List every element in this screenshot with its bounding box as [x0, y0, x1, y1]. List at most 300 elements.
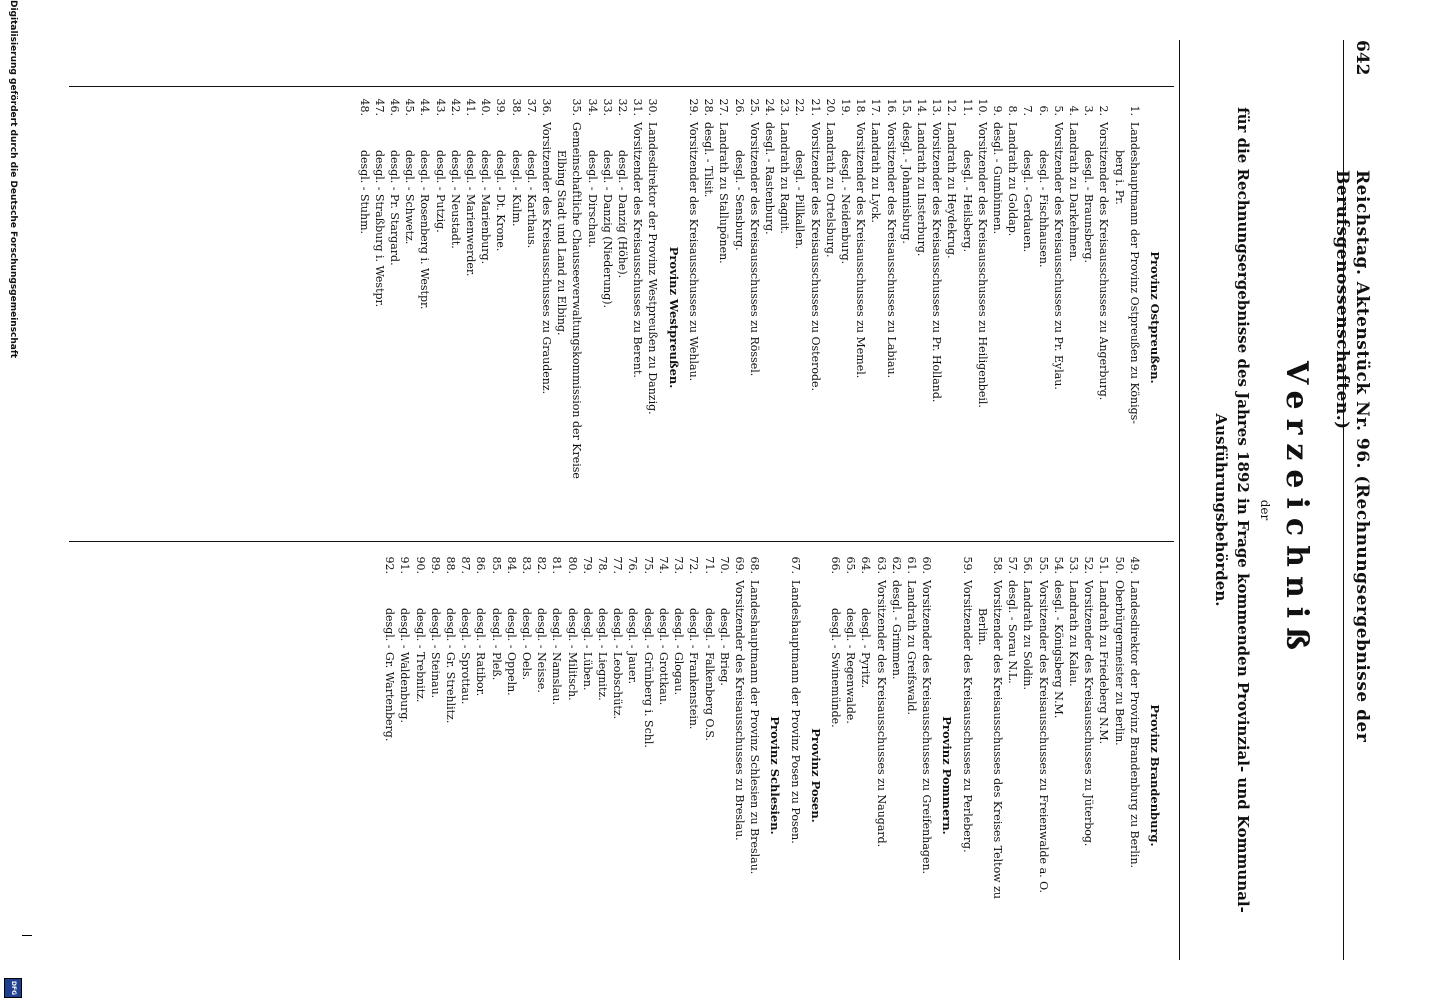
- list-item: [356, 90, 371, 545]
- list-item: [600, 90, 615, 545]
- list-item: [843, 548, 858, 1003]
- list-item: [610, 548, 625, 1003]
- entry-text: desgl. - Pillkallen.: [793, 150, 807, 250]
- list-item: [883, 90, 898, 545]
- entry-text: desgl. - Fischhausen.: [1036, 150, 1050, 268]
- list-item: [686, 548, 701, 1003]
- entry-text: Vorsitzender des Kreisausschusses zu Memel.: [854, 122, 868, 379]
- list-item: [645, 90, 660, 545]
- entry-number: 63.: [874, 556, 888, 574]
- entry-number: 49.: [1127, 556, 1141, 574]
- list-item: [493, 90, 508, 545]
- entry-text: Landrath zu Ortelsburg.: [823, 122, 837, 258]
- entry-number: 30.: [646, 98, 660, 116]
- entry-text: Vorsitzender des Kreisausschusses des Kreises Teltow zu: [990, 580, 1004, 899]
- list-item: [959, 90, 974, 545]
- entry-text: berg i. Pr.: [1112, 150, 1126, 205]
- entry-number: 31.: [631, 98, 645, 116]
- entry-number: 42.: [448, 98, 462, 116]
- entry-text: Vorsitzender des Kreisausschusses zu Freienwalde a. O.: [1036, 580, 1050, 893]
- entry-number: 59.: [960, 556, 974, 574]
- entry-number: 2.: [1097, 105, 1111, 116]
- entry-number: 67.: [788, 556, 802, 574]
- entry-number: 17.: [869, 98, 883, 116]
- list-item: [914, 90, 929, 545]
- entry-text: Vorsitzender des Kreisausschusses zu Osterode.: [808, 122, 822, 392]
- list-item: [731, 90, 746, 545]
- list-item: [1096, 90, 1111, 545]
- entry-number: 44.: [418, 98, 432, 116]
- entry-number: 62.: [889, 556, 903, 574]
- entry-text: desgl. - Jauer.: [626, 608, 640, 685]
- entry-number: 32.: [616, 98, 630, 116]
- entry-text: desgl. - Militsch.: [565, 608, 579, 701]
- entry-text: Landrath zu Insterburg.: [914, 122, 928, 257]
- entry-text: Landeshauptmann der Provinz Posen zu Posen.: [788, 580, 802, 844]
- running-head-text: Reichstag. Aktenstück Nr. 96. (Rechnungsergebnisse der Berufsgenossenschaften.): [1332, 170, 1372, 743]
- entry-text: desgl. - Namslau.: [550, 608, 564, 705]
- list-item: [1051, 90, 1066, 545]
- left-margin-rule: [69, 86, 1174, 87]
- list-item: [716, 90, 731, 545]
- province-heading: Provinz Brandenburg.: [1148, 704, 1162, 847]
- list-item: [889, 548, 904, 1003]
- entry-number: 10.: [975, 98, 989, 116]
- entry-text: desgl. - Neidenburg.: [838, 150, 852, 265]
- entry-number: 55.: [1036, 556, 1050, 574]
- page-title: Verzeichniß: [1279, 360, 1314, 659]
- list-item: [473, 548, 488, 1003]
- entry-number: 36.: [540, 98, 554, 116]
- province-heading: Provinz Schlesien.: [768, 716, 783, 835]
- entry-text: Vorsitzender des Kreisausschusses zu Jüterbog.: [1082, 580, 1096, 847]
- entry-number: 70.: [717, 556, 731, 574]
- province-heading: Provinz Westpreußen.: [666, 246, 681, 389]
- right-column: [382, 548, 1167, 1003]
- entry-text: desgl. - Regenwalde.: [844, 608, 858, 724]
- list-item: [397, 548, 412, 1003]
- entry-number: 45.: [403, 98, 417, 116]
- list-item: [428, 548, 443, 1003]
- list-item: [656, 548, 671, 1003]
- entry-text: desgl. - Marienwerder.: [464, 150, 478, 277]
- entry-text: desgl. - Pyritz.: [859, 608, 873, 689]
- entry-number: 60.: [920, 556, 934, 574]
- list-item: [402, 90, 417, 545]
- list-item: [671, 548, 686, 1003]
- list-item: [417, 90, 432, 545]
- entry-text: Landrath zu Greifswald.: [904, 580, 918, 716]
- entry-text: desgl. - Liegnitz.: [596, 608, 610, 701]
- entry-number: 3.: [1082, 105, 1096, 116]
- entry-text: desgl. - Falkenberg O.S.: [702, 608, 716, 742]
- list-item: [1127, 90, 1142, 545]
- entry-text: Landrath zu Heydekrug.: [945, 122, 959, 259]
- entry-text: desgl. - Grimmen.: [889, 580, 903, 680]
- entry-number: 74.: [656, 556, 670, 574]
- entry-text: desgl. - Pleß.: [489, 608, 503, 681]
- entry-text: desgl. - Neustadt.: [448, 150, 462, 249]
- entry-text: desgl. - Leobschütz.: [611, 608, 625, 720]
- list-item: [717, 548, 732, 1003]
- entry-text: desgl. - Danzig (Niederung).: [600, 150, 614, 309]
- title-description: für die Rechnungsergebnisse des Jahres 1892 in Frage kommenden Provinzial- und Kommunal-Ausführungsbehörden.: [1212, 107, 1252, 913]
- entry-number: 8.: [1006, 105, 1020, 116]
- entry-text: Vorsitzender des Kreisausschusses zu Heiligenbeil.: [975, 122, 989, 408]
- entry-number: 80.: [565, 556, 579, 574]
- list-item: [549, 548, 564, 1003]
- entry-text: Landrath zu Lyck.: [869, 122, 883, 223]
- list-item: [1111, 548, 1126, 1003]
- list-item: [807, 90, 822, 545]
- list-item: [539, 90, 554, 545]
- entry-number: 5.: [1051, 105, 1065, 116]
- list-item: [508, 90, 523, 545]
- entry-number: 46.: [388, 98, 402, 116]
- entry-text: desgl. - Sorau N.L.: [1006, 580, 1020, 684]
- header-rule: [1343, 40, 1344, 960]
- entry-number: [1111, 90, 1126, 122]
- list-item: [747, 548, 762, 1003]
- list-item: [625, 548, 640, 1003]
- entry-number: 13.: [930, 98, 944, 116]
- entry-text: Gemeinschaftliche Chausseeverwaltungskommission der Kreise: [570, 122, 584, 479]
- list-item: [504, 548, 519, 1003]
- entry-text: desgl. - Glogau.: [672, 608, 686, 696]
- list-item: [448, 90, 463, 545]
- entry-number: 22.: [793, 98, 807, 116]
- entry-text: Vorsitzender des Kreisausschusses zu Angerburg.: [1097, 122, 1111, 401]
- entry-text: desgl. - Putzig.: [433, 150, 447, 233]
- entry-text: desgl. - Karthaus.: [524, 150, 538, 249]
- entry-number: 11.: [960, 98, 974, 116]
- list-item: [858, 548, 873, 1003]
- entry-text: desgl. - Königsberg N.M.: [1051, 580, 1065, 719]
- entry-text: Elbing Stadt und Land zu Elbing.: [555, 150, 569, 336]
- entry-text: desgl. - Oppeln.: [504, 608, 518, 696]
- list-item: [432, 90, 447, 545]
- list-item: [1066, 90, 1081, 545]
- entry-number: 48.: [357, 98, 371, 116]
- list-item: [868, 90, 883, 545]
- footer-credit: Digitalisierung gefördert durch die Deutsche Forschungsgemeinschaft: [8, 0, 18, 359]
- entry-number: 4.: [1066, 105, 1080, 116]
- entry-text: desgl. - Braunsberg.: [1082, 150, 1096, 264]
- entry-number: [975, 548, 990, 580]
- entry-number: 83.: [520, 556, 534, 574]
- entry-text: desgl. - Trebnitz.: [413, 608, 427, 703]
- entry-number: 52.: [1082, 556, 1096, 574]
- entry-number: 71.: [702, 556, 716, 574]
- entry-text: desgl. - Johannisburg.: [899, 122, 913, 244]
- entry-number: 20.: [823, 98, 837, 116]
- entry-text: desgl. - Sensburg.: [732, 150, 746, 251]
- list-item: [975, 548, 990, 1003]
- list-item: [1066, 548, 1081, 1003]
- entry-text: desgl. - Pr. Stargard.: [388, 150, 402, 266]
- list-item: [792, 90, 807, 545]
- list-item: [372, 90, 387, 545]
- entry-text: Landrath zu Darkehmen.: [1066, 122, 1080, 262]
- entry-number: 78.: [596, 556, 610, 574]
- list-item: [990, 90, 1005, 545]
- list-item: [534, 548, 549, 1003]
- entry-text: desgl. - Brieg.: [717, 608, 731, 686]
- entry-text: desgl. - Dt. Krone.: [494, 150, 508, 252]
- entry-number: 51.: [1097, 556, 1111, 574]
- entry-text: desgl. - Rosenberg i. Westpr.: [418, 150, 432, 310]
- list-item: [975, 90, 990, 545]
- entry-number: [554, 90, 569, 122]
- entry-number: 7.: [1021, 105, 1035, 116]
- entry-number: 64.: [859, 556, 873, 574]
- entry-text: desgl. - Gerdauen.: [1021, 150, 1035, 253]
- list-item: [787, 548, 802, 1003]
- list-item: [828, 548, 843, 1003]
- list-item: [1035, 90, 1050, 545]
- entry-number: 72.: [687, 556, 701, 574]
- entry-number: 27.: [717, 98, 731, 116]
- entry-text: desgl. - Dirschau.: [585, 150, 599, 248]
- entry-text: desgl. - Straßburg i. Westpr.: [372, 150, 386, 308]
- entry-text: desgl. - Steinau.: [428, 608, 442, 699]
- entry-text: desgl. - Kulm.: [509, 150, 523, 227]
- entry-text: Landeshauptmann der Provinz Schlesien zu Breslau.: [748, 580, 762, 875]
- province-heading: Provinz Pommern.: [940, 716, 955, 835]
- list-item: [564, 548, 579, 1003]
- list-item: [904, 548, 919, 1003]
- entry-number: 54.: [1051, 556, 1065, 574]
- entry-text: desgl. - Danzig (Höhe).: [616, 150, 630, 279]
- entry-text: desgl. - Rastenburg.: [762, 122, 776, 235]
- entry-text: Vorsitzender des Kreisausschusses zu Berent.: [631, 122, 645, 378]
- list-item: [630, 90, 645, 545]
- list-item: [929, 90, 944, 545]
- list-item: [1127, 548, 1142, 1003]
- list-item: [747, 90, 762, 545]
- list-item: [777, 90, 792, 545]
- entry-number: 66.: [828, 556, 842, 574]
- entry-number: 28.: [702, 98, 716, 116]
- entry-number: 23.: [778, 98, 792, 116]
- left-column: [356, 90, 1167, 545]
- list-item: [641, 548, 656, 1003]
- entry-text: Vorsitzender des Kreisausschusses zu Rössel.: [747, 122, 761, 377]
- list-item: [580, 548, 595, 1003]
- entry-number: 76.: [626, 556, 640, 574]
- title-rule: [1179, 40, 1180, 960]
- list-item: [387, 90, 402, 545]
- page-number: 642: [1352, 40, 1372, 76]
- list-item: [1020, 548, 1035, 1003]
- entry-number: 77.: [611, 556, 625, 574]
- list-item: [595, 548, 610, 1003]
- province-heading: Provinz Posen.: [808, 728, 823, 823]
- list-item: [732, 548, 747, 1003]
- entry-number: 57.: [1006, 556, 1020, 574]
- entry-number: 90.: [413, 556, 427, 574]
- entry-number: 82.: [535, 556, 549, 574]
- entry-text: desgl. - Frankenstein.: [687, 608, 701, 730]
- list-item: [478, 90, 493, 545]
- list-item: [899, 90, 914, 545]
- entry-number: 86.: [474, 556, 488, 574]
- entry-text: Vorsitzender des Kreisausschusses zu Graudenz.: [540, 122, 554, 395]
- entry-number: 56.: [1021, 556, 1035, 574]
- entry-number: 18.: [854, 98, 868, 116]
- entry-text: desgl. - Stuhm.: [357, 150, 371, 235]
- entry-number: 69.: [732, 556, 746, 574]
- entry-number: 43.: [433, 98, 447, 116]
- province-heading: Provinz Ostpreußen.: [1148, 251, 1162, 384]
- list-item: [873, 548, 888, 1003]
- list-item: [1020, 90, 1035, 545]
- entry-text: desgl. - Heilsberg.: [960, 150, 974, 253]
- entry-text: Vorsitzender des Kreisausschusses zu Pr. Eylau.: [1051, 122, 1065, 390]
- dfg-logo-icon: DFG: [4, 978, 22, 998]
- entry-number: 9.: [990, 105, 1004, 116]
- entry-text: Vorsitzender des Kreisausschusses zu Pr. Holland.: [930, 122, 944, 403]
- entry-number: 15.: [899, 98, 913, 116]
- entry-text: Landrath zu Kalau.: [1066, 580, 1080, 687]
- entry-text: desgl. - Gr. Wartenberg.: [383, 608, 397, 742]
- entry-text: Berlin.: [975, 608, 989, 646]
- list-item: [463, 90, 478, 545]
- list-item: [686, 90, 701, 545]
- entry-number: 29.: [686, 98, 700, 116]
- list-item: [701, 90, 716, 545]
- entry-number: 34.: [585, 98, 599, 116]
- list-item: [615, 90, 630, 545]
- entry-text: desgl. - Gumbinnen.: [990, 122, 1004, 235]
- entry-number: 24.: [762, 98, 776, 116]
- list-item: [1005, 548, 1020, 1003]
- entry-text: Vorsitzender des Kreisausschusses zu Greifenhagen.: [920, 580, 934, 875]
- list-item: [1081, 548, 1096, 1003]
- list-item: [1005, 90, 1020, 545]
- entry-number: 91.: [398, 556, 412, 574]
- entry-number: 25.: [747, 98, 761, 116]
- entry-text: desgl. - Waldenburg.: [398, 608, 412, 723]
- entry-number: 16.: [884, 98, 898, 116]
- entry-number: 33.: [600, 98, 614, 116]
- list-item: [569, 90, 584, 545]
- entry-number: 40.: [479, 98, 493, 116]
- list-item: [959, 548, 974, 1003]
- entry-text: desgl. - Swinemünde.: [828, 608, 842, 728]
- entry-number: 79.: [580, 556, 594, 574]
- list-item: [412, 548, 427, 1003]
- list-item: [838, 90, 853, 545]
- entry-text: desgl. - Gr. Strehlitz.: [444, 608, 458, 724]
- entry-text: desgl. - Grottkau.: [656, 608, 670, 706]
- list-item: [823, 90, 838, 545]
- entry-number: 38.: [509, 98, 523, 116]
- entry-text: Landesdirektor der Provinz Brandenburg zu Berlin.: [1127, 580, 1141, 869]
- entry-number: 68.: [748, 556, 762, 574]
- entry-text: Landrath zu Goldap.: [1006, 122, 1020, 237]
- entry-number: 39.: [494, 98, 508, 116]
- list-item: [519, 548, 534, 1003]
- entry-number: 35.: [570, 98, 584, 116]
- entry-text: Landrath zu Stallupönen.: [717, 122, 731, 264]
- list-item: [458, 548, 473, 1003]
- entry-number: 12.: [945, 98, 959, 116]
- entry-number: 85.: [489, 556, 503, 574]
- entry-number: 73.: [672, 556, 686, 574]
- list-item: [853, 90, 868, 545]
- entry-text: Vorsitzender des Kreisausschusses zu Perleberg.: [960, 580, 974, 853]
- entry-text: desgl. - Schwetz.: [403, 150, 417, 245]
- entry-text: Landesdirektor der Provinz Westpreußen zu Danzig.: [646, 122, 660, 415]
- margin-tick: [22, 935, 32, 936]
- entry-text: desgl. - Grünberg i. Schl.: [641, 608, 655, 748]
- entry-text: desgl. - Ratibor.: [474, 608, 488, 697]
- entry-number: 84.: [504, 556, 518, 574]
- entry-number: 19.: [838, 98, 852, 116]
- entry-number: 26.: [732, 98, 746, 116]
- list-item: [443, 548, 458, 1003]
- entry-number: 53.: [1066, 556, 1080, 574]
- entry-number: 81.: [550, 556, 564, 574]
- list-item: [382, 548, 397, 1003]
- entry-text: desgl. - Sprottau.: [459, 608, 473, 705]
- entry-text: desgl. - Neisse.: [535, 608, 549, 693]
- entry-number: 50.: [1112, 556, 1126, 574]
- list-item: [584, 90, 599, 545]
- list-item: [762, 90, 777, 545]
- entry-number: 75.: [641, 556, 655, 574]
- entry-text: Vorsitzender des Kreisausschusses zu Breslau.: [732, 580, 746, 841]
- list-item: [1096, 548, 1111, 1003]
- title-connector: der: [1258, 499, 1272, 521]
- entry-text: Landeshauptmann der Provinz Ostpreußen zu Königs-: [1127, 122, 1141, 425]
- list-item: [919, 548, 934, 1003]
- list-item: [1051, 548, 1066, 1003]
- entry-text: Vorsitzender des Kreisausschusses zu Naugard.: [874, 580, 888, 848]
- entry-text: Oberbürgermeister zu Berlin.: [1112, 580, 1126, 746]
- list-item: [1035, 548, 1050, 1003]
- entry-number: 58.: [990, 556, 1004, 574]
- list-item: [990, 548, 1005, 1003]
- entry-number: 14.: [914, 98, 928, 116]
- entry-number: 37.: [524, 98, 538, 116]
- entry-number: 47.: [372, 98, 386, 116]
- entry-number: 88.: [444, 556, 458, 574]
- list-item: [944, 90, 959, 545]
- entry-text: Landrath zu Ragnit.: [778, 122, 792, 234]
- entry-number: 92.: [383, 556, 397, 574]
- entry-text: Vorsitzender des Kreisausschusses zu Labiau.: [884, 122, 898, 379]
- list-item: [1111, 90, 1126, 545]
- list-item: [1081, 90, 1096, 545]
- entry-text: desgl. - Lüben.: [580, 608, 594, 691]
- entry-number: 21.: [808, 98, 822, 116]
- entry-text: desgl. - Tilsit.: [702, 122, 716, 198]
- entry-text: desgl. - Marienburg.: [479, 150, 493, 265]
- entry-number: 65.: [844, 556, 858, 574]
- entry-number: 6.: [1036, 105, 1050, 116]
- list-item: [488, 548, 503, 1003]
- entry-number: 61.: [904, 556, 918, 574]
- entry-text: desgl. - Oels.: [520, 608, 534, 681]
- list-item: [524, 90, 539, 545]
- entry-text: Landrath zu Friedeberg N.M.: [1097, 580, 1111, 745]
- entry-text: Vorsitzender des Kreisausschusses zu Wehlau.: [686, 122, 700, 382]
- entry-number: 89.: [428, 556, 442, 574]
- entry-text: Landrath zu Soldin.: [1021, 580, 1035, 690]
- entry-number: 87.: [459, 556, 473, 574]
